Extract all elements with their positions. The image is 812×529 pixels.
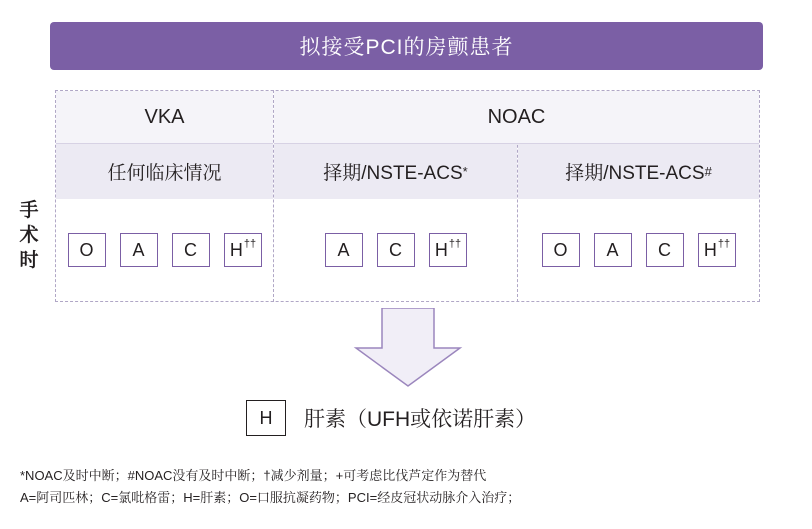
- drug-letter: A: [337, 239, 350, 260]
- result-label: 肝素（UFH或依诺肝素）: [304, 408, 537, 431]
- column-header-vka-label: VKA: [144, 105, 185, 128]
- drug-cell: [172, 233, 210, 267]
- drug-group-noac-star: [274, 200, 517, 300]
- drug-marks: ††: [448, 238, 462, 250]
- drug-group-vka: [56, 200, 273, 300]
- footnotes: [20, 465, 790, 509]
- drug-cell: [646, 233, 684, 267]
- row-label-char-3: 时: [19, 250, 39, 271]
- footnote-line-2: A=阿司匹林；C=氯吡格雷；H=肝素；O=口服抗凝药物；PCI=经皮冠状动脉介入治疗；: [20, 490, 521, 505]
- drug-cell: [542, 233, 580, 267]
- drug-letter: O: [79, 239, 94, 260]
- footnote-line-1: *NOAC及时中断；#NOAC没有及时中断；†减少剂量；+可考虑比伐芦定作为替代: [20, 468, 487, 483]
- drug-letter: H: [229, 239, 243, 260]
- subheader-any-clinical-label: 任何临床情况: [107, 163, 222, 184]
- drug-marks: ††: [243, 238, 257, 250]
- column-header-vka: [56, 91, 273, 144]
- result-drug-letter: H: [259, 407, 273, 428]
- row-label-char-2: 术: [19, 225, 39, 246]
- subheader-elective-nsteacs-star: [274, 144, 517, 199]
- page-title: 拟接受PCI的房颤患者: [299, 36, 514, 59]
- drug-cell: [594, 233, 632, 267]
- result-row: [246, 400, 536, 436]
- drug-letter: O: [553, 239, 568, 260]
- drug-cell: [429, 233, 467, 267]
- row-label-char-1: 手: [19, 200, 39, 221]
- drug-cell: [120, 233, 158, 267]
- drug-cell: [325, 233, 363, 267]
- drug-letter: H: [434, 239, 448, 260]
- subheader-hash-marker: #: [704, 164, 712, 179]
- subheader-elective-nsteacs-hash: [518, 144, 759, 199]
- column-header-noac: [274, 91, 759, 144]
- row-label-during-procedure: [14, 198, 44, 273]
- column-header-noac-label: NOAC: [487, 105, 546, 128]
- subheader-elective-nsteacs-star-label: 择期/NSTE-ACS: [323, 163, 463, 184]
- drug-cell: [698, 233, 736, 267]
- drug-letter: C: [184, 239, 197, 260]
- drug-group-noac-hash: [518, 200, 759, 300]
- subheader-star-marker: *: [462, 164, 468, 179]
- drug-cell: [68, 233, 106, 267]
- drug-marks: ††: [717, 238, 731, 250]
- drug-letter: C: [389, 239, 402, 260]
- drug-letter: A: [606, 239, 619, 260]
- drug-letter: C: [658, 239, 671, 260]
- drug-letter: A: [132, 239, 145, 260]
- drug-letter: H: [703, 239, 717, 260]
- subheader-elective-nsteacs-hash-label: 择期/NSTE-ACS: [565, 163, 705, 184]
- down-arrow-icon: [348, 308, 468, 388]
- drug-cell: [224, 233, 262, 267]
- result-drug-cell: [246, 400, 286, 436]
- subheader-any-clinical: [56, 144, 273, 199]
- diagram-title-banner: [50, 22, 763, 70]
- drug-cell: [377, 233, 415, 267]
